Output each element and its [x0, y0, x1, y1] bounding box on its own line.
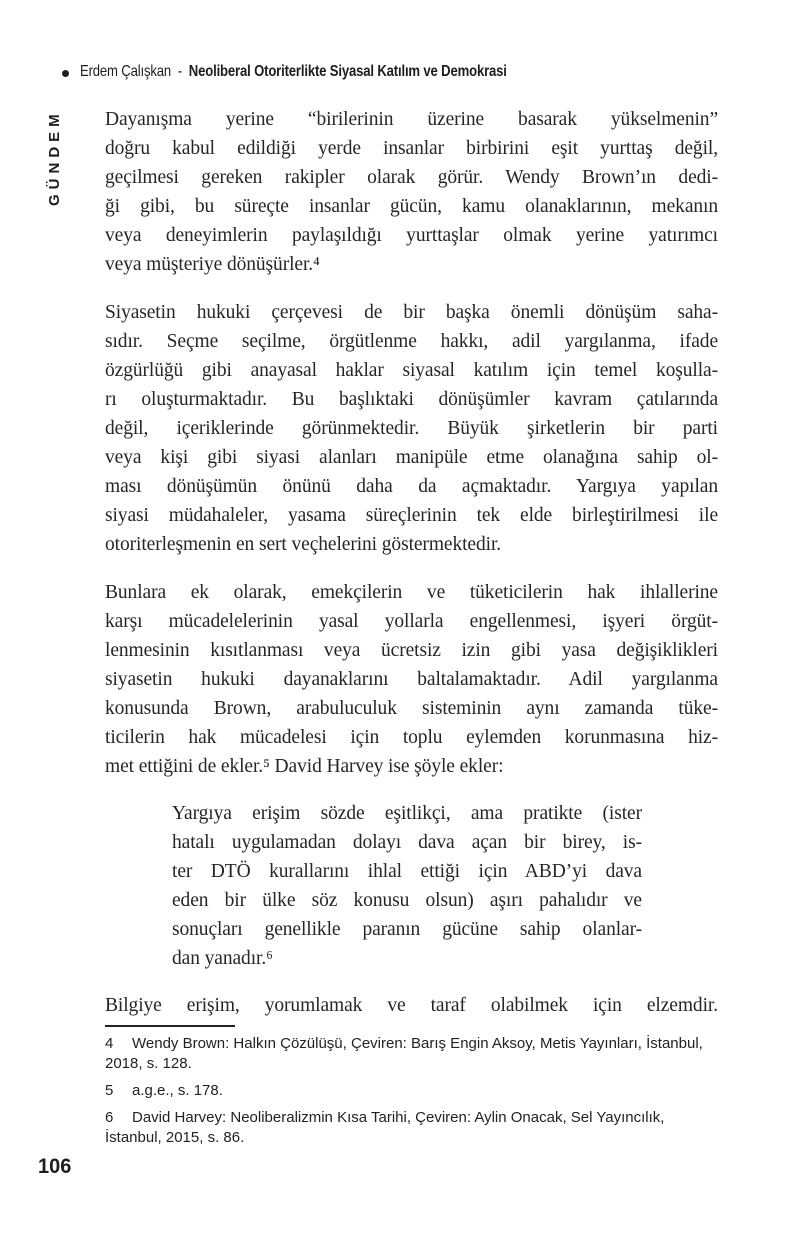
footnote-number: 6 [105, 1109, 114, 1126]
paragraph [105, 578, 718, 781]
footnote-number: 4 [105, 1035, 114, 1052]
closing-paragraph [105, 991, 718, 1020]
text-line: sıdır. Seçme seçilme, örgütlenme hakkı, adil yargılanma, ifade [105, 331, 718, 352]
blockquote [172, 799, 642, 973]
text-line: eden bir ülke söz konusu olsun) aşırı pahalıdır ve [172, 890, 642, 911]
running-header [80, 63, 507, 81]
text-line: Dayanışma yerine “birilerinin üzerine basarak yükselmenin” [105, 109, 718, 130]
text-line: doğru kabul edildiği yerde insanlar birbirini eşit yurttaş değil, [105, 138, 718, 159]
text-line: met ettiğini de ekler.⁵ David Harvey ise şöyle ekler: [105, 756, 504, 777]
header-author: Erdem Çalışkan [80, 63, 172, 80]
text-line: Siyasetin hukuki çerçevesi de bir başka önemli dönüşüm saha- [105, 302, 718, 323]
footnotes-list [105, 1034, 719, 1148]
text-line: özgürlüğü gibi anayasal haklar siyasal katılım için temel koşulla- [105, 360, 718, 381]
footnote-text: Wendy Brown: Halkın Çözülüşü, Çeviren: Barış Engin Aksoy, Metis Yayınları, İstanbul, 2018, s. 128. [105, 1035, 703, 1072]
text-line: ması dönüşümün önünü daha da açmaktadır. Yargıya yapılan [105, 476, 718, 497]
section-label-vertical: GÜNDEM [46, 109, 63, 206]
footnote-item [105, 1034, 719, 1074]
text-line: karşı mücadelelerinin yasal yollarla engellenmesi, işyeri örgüt- [105, 611, 718, 632]
text-line: siyasetin hukuki dayanaklarını baltalamaktadır. Adil yargılanma [105, 669, 718, 690]
text-line: konusunda Brown, arabuluculuk sisteminin aynı zamanda tüke- [105, 698, 718, 719]
header-title: Neoliberal Otoriterlikte Siyasal Katılım ve Demokrasi [188, 63, 507, 80]
text-line: dan yanadır.⁶ [172, 948, 273, 969]
body-text [105, 105, 718, 1020]
text-line: değil, içeriklerinde görünmektedir. Büyük şirketlerin bir parti [105, 418, 718, 439]
text-line: veya kişi gibi siyasi alanları manipüle etme olanağına sahip ol- [105, 447, 718, 468]
text-line: ticilerin hak mücadelesi için toplu eylemden korunmasına hiz- [105, 727, 718, 748]
text-line: Bunlara ek olarak, emekçilerin ve tüketicilerin hak ihlallerine [105, 582, 718, 603]
paragraph [105, 105, 718, 279]
header-dash: - [177, 63, 183, 80]
text-line: ği gibi, bu süreçte insanlar gücün, kamu olanaklarının, mekanın [105, 196, 718, 217]
footnote-number: 5 [105, 1082, 114, 1099]
footnotes-section [105, 1025, 719, 1155]
text-line: lenmesinin kısıtlanması veya ücretsiz izin gibi yasa değişiklikleri [105, 640, 718, 661]
text-line: veya müşteriye dönüşürler.⁴ [105, 254, 320, 275]
text-line: geçilmesi gereken rakipler olarak görür. Wendy Brown’ın dedi- [105, 167, 718, 188]
text-line: Bilgiye erişim, yorumlamak ve taraf olabilmek için elzemdir. [105, 995, 718, 1016]
text-line: rı oluşturmaktadır. Bu başlıktaki dönüşümler kavram çatılarında [105, 389, 718, 410]
footnote-item [105, 1081, 719, 1101]
text-line: veya deneyimlerin paylaşıldığı yurttaşlar olmak yerine yatırımcı [105, 225, 718, 246]
text-line: otoriterleşmenin en sert veçhelerini göstermektedir. [105, 534, 502, 555]
text-line: ter DTÖ kurallarını ihlal ettiği için ABD’yi dava [172, 861, 642, 882]
footnote-item [105, 1108, 719, 1148]
page-number: 106 [38, 1155, 72, 1178]
text-line: Yargıya erişim sözde eşitlikçi, ama pratikte (ister [172, 803, 642, 824]
text-line: siyasi müdahaleler, yasama süreçlerinin tek elde birleştirilmesi ile [105, 505, 718, 526]
footnote-separator [105, 1025, 235, 1027]
header-bullet-icon [62, 70, 69, 77]
paragraph [105, 298, 718, 559]
text-line: sonuçları genellikle paranın gücüne sahip olanlar- [172, 919, 642, 940]
footnote-text: David Harvey: Neoliberalizmin Kısa Tarihi, Çeviren: Aylin Onacak, Sel Yayıncılık, İstanbul, 2015, s. 86. [105, 1109, 665, 1146]
footnote-text: a.g.e., s. 178. [132, 1082, 223, 1099]
text-line: hatalı uygulamadan dolayı dava açan bir birey, is- [172, 832, 642, 853]
